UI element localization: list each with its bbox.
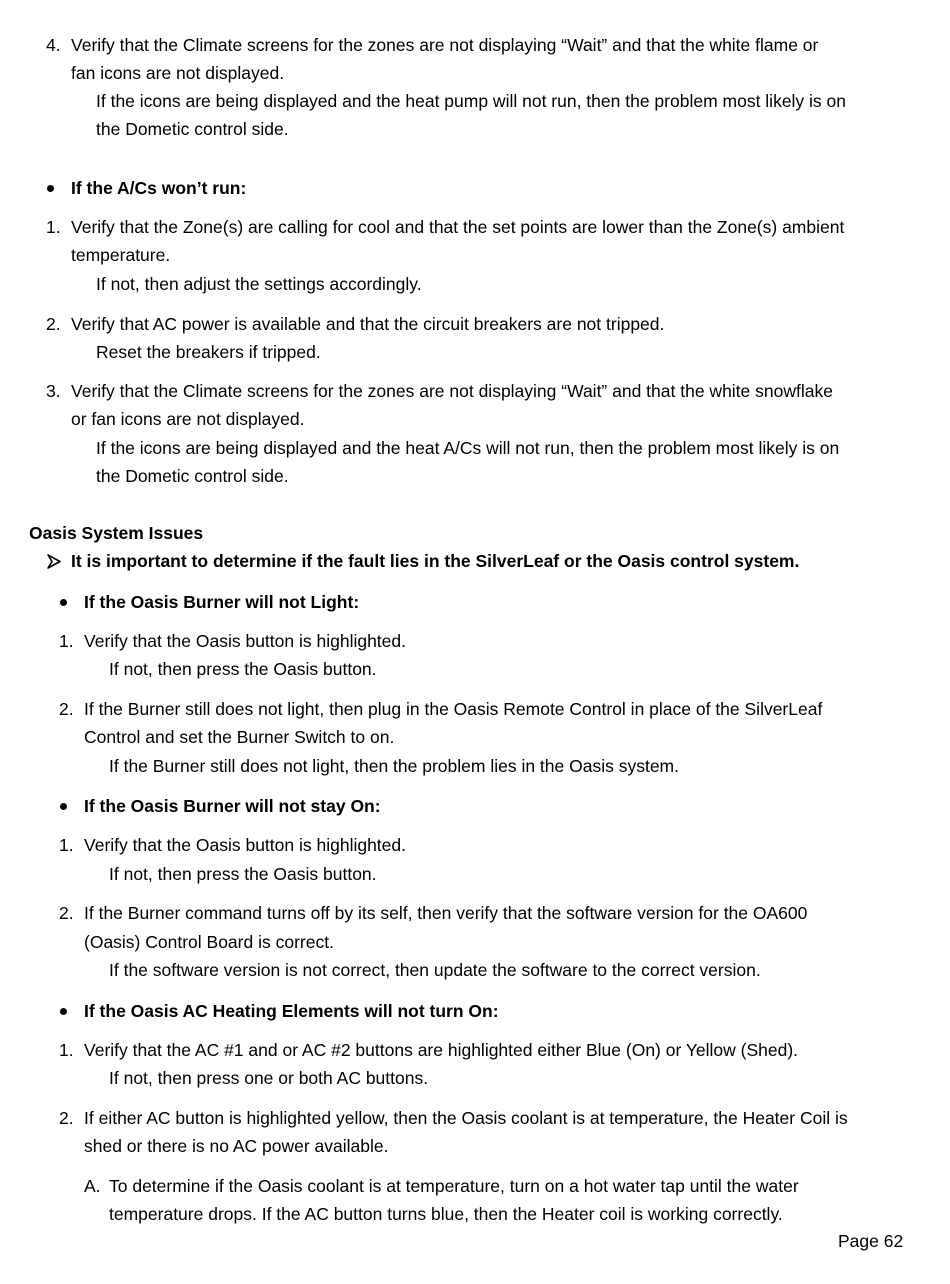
list-item-text: fan icons are not displayed.	[71, 63, 285, 83]
list-item-note: Reset the breakers if tripped.	[96, 342, 321, 362]
sub-item-text: temperature drops. If the AC button turns blue, then the Heater coil is working correctly.	[109, 1204, 783, 1224]
list-number: 2.	[59, 1108, 74, 1128]
bullet-icon	[47, 185, 54, 192]
list-item-note: If the software version is not correct, then update the software to the correct version.	[109, 960, 761, 980]
list-item-text: (Oasis) Control Board is correct.	[84, 932, 334, 952]
list-item-note: If not, then adjust the settings accordingly.	[96, 274, 422, 294]
list-item-text: Verify that the Climate screens for the zones are not displaying “Wait” and that the white flame or	[71, 35, 819, 55]
bullet-icon	[60, 599, 67, 606]
list-number: 4.	[46, 35, 61, 55]
list-item-note: If the icons are being displayed and the heat pump will not run, then the problem most likely is on	[96, 91, 847, 111]
sub-item-text: To determine if the Oasis coolant is at temperature, turn on a hot water tap until the water	[109, 1176, 799, 1196]
list-item-text: Verify that the Oasis button is highlighted.	[84, 835, 406, 855]
list-item-note: If not, then press the Oasis button.	[109, 864, 377, 884]
bullet-icon	[60, 803, 67, 810]
section-heading: If the Oasis AC Heating Elements will not turn On:	[84, 1001, 499, 1021]
list-item-text: Verify that AC power is available and that the circuit breakers are not tripped.	[71, 314, 665, 334]
list-item-note: If not, then press one or both AC buttons.	[109, 1068, 429, 1088]
list-item-text: Control and set the Burner Switch to on.	[84, 727, 395, 747]
list-item-text: Verify that the Climate screens for the zones are not displaying “Wait” and that the white snowflake	[71, 381, 833, 401]
list-number: 1.	[46, 217, 61, 237]
section-title: Oasis System Issues	[29, 523, 204, 543]
list-number: 1.	[59, 1040, 74, 1060]
list-item-note: If not, then press the Oasis button.	[109, 659, 377, 679]
list-item-text: Verify that the Zone(s) are calling for cool and that the set points are lower than the Zone(s) ambient	[71, 217, 845, 237]
list-number: 2.	[59, 903, 74, 923]
important-note: It is important to determine if the fault lies in the SilverLeaf or the Oasis control system.	[71, 551, 800, 571]
list-item-text: Verify that the AC #1 and or AC #2 buttons are highlighted either Blue (On) or Yellow (Shed).	[84, 1040, 799, 1060]
list-item-text: If the Burner command turns off by its self, then verify that the software version for the OA600	[84, 903, 808, 923]
arrow-bullet-icon	[47, 554, 61, 569]
list-item-text: If either AC button is highlighted yellow, then the Oasis coolant is at temperature, the Heater Coil is	[84, 1108, 848, 1128]
list-item-note: the Dometic control side.	[96, 466, 289, 486]
list-letter: A.	[84, 1176, 101, 1196]
list-number: 2.	[46, 314, 61, 334]
bullet-icon	[60, 1008, 67, 1015]
page-number: Page 62	[838, 1231, 904, 1251]
list-item-text: shed or there is no AC power available.	[84, 1136, 389, 1156]
list-number: 2.	[59, 699, 74, 719]
list-item-text: or fan icons are not displayed.	[71, 409, 305, 429]
list-item-text: temperature.	[71, 245, 171, 265]
list-number: 1.	[59, 631, 74, 651]
section-heading: If the A/Cs won’t run:	[71, 178, 247, 198]
list-number: 3.	[46, 381, 61, 401]
list-number: 1.	[59, 835, 74, 855]
section-heading: If the Oasis Burner will not Light:	[84, 592, 360, 612]
list-item-text: If the Burner still does not light, then plug in the Oasis Remote Control in place of the SilverLeaf	[84, 699, 823, 719]
list-item-note: If the icons are being displayed and the heat A/Cs will not run, then the problem most likely is on	[96, 438, 840, 458]
section-heading: If the Oasis Burner will not stay On:	[84, 796, 381, 816]
list-item-text: Verify that the Oasis button is highlighted.	[84, 631, 406, 651]
list-item-note: If the Burner still does not light, then the problem lies in the Oasis system.	[109, 756, 679, 776]
list-item-note: the Dometic control side.	[96, 119, 289, 139]
